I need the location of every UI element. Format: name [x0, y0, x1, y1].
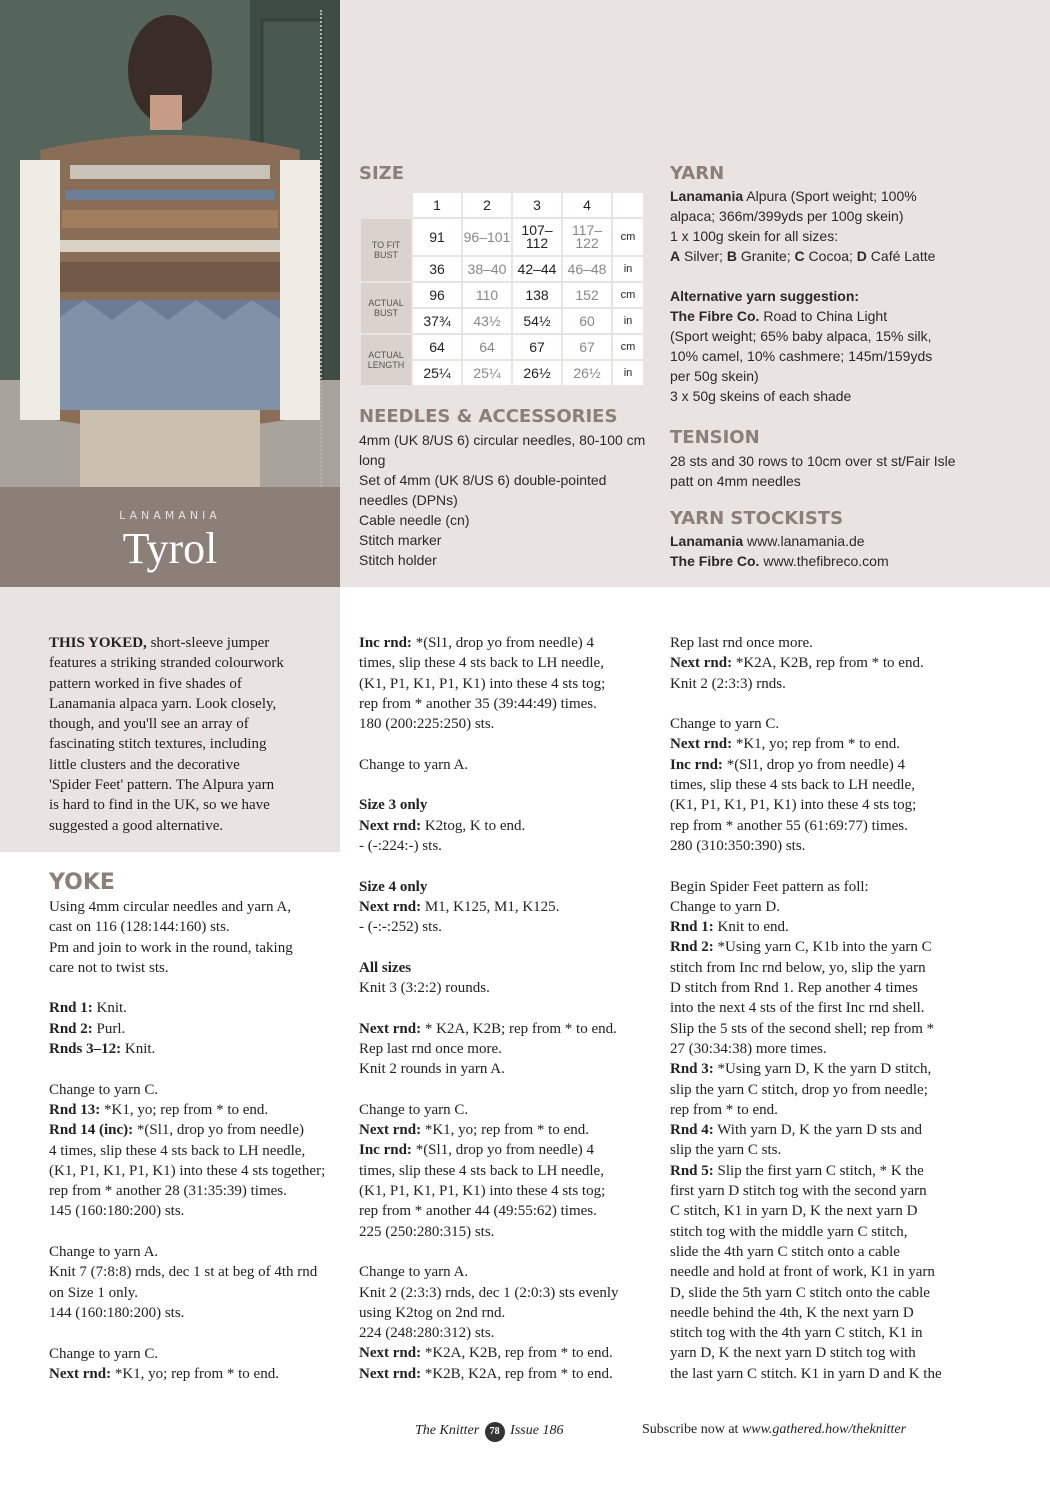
spacer	[670, 266, 1000, 286]
instruction-line: Change to yarn C.	[49, 1081, 159, 1098]
yarn-text: Road to China Light	[759, 308, 888, 324]
instruction-line: slip the yarn C sts.	[670, 1142, 782, 1159]
instruction-keyword: Rnd 1:	[49, 1000, 93, 1017]
tension-line: patt on 4mm needles	[670, 473, 801, 489]
instruction-keyword: Next rnd:	[359, 817, 422, 834]
instruction-keyword: Rnd 14 (inc):	[49, 1122, 134, 1139]
value-cell: 26½	[513, 361, 561, 385]
instruction-line: 145 (160:180:200) sts.	[49, 1203, 185, 1220]
value-cell: 91	[413, 219, 461, 255]
instruction-keyword: Rnds 3–12:	[49, 1041, 122, 1058]
blank-cell	[361, 193, 411, 217]
instruction-line: Knit 2 (2:3:3) rnds, dec 1 (2:0:3) sts evenly	[359, 1284, 619, 1301]
alt-brand: The Fibre Co.	[670, 308, 760, 324]
needles-line: needles (DPNs)	[359, 492, 458, 508]
instruction-line: Next rnd: *K1, yo; rep from * to end.	[359, 1122, 589, 1139]
value-cell: 46–48	[563, 257, 611, 281]
instruction-line: Change to yarn A.	[49, 1244, 159, 1261]
pattern-title: Tyrol	[122, 524, 218, 573]
stockist-url[interactable]: www.lanamania.de	[743, 533, 865, 549]
instruction-line: needle behind the 4th, K the next yarn D	[670, 1304, 914, 1321]
instruction-line: Change to yarn C.	[670, 716, 780, 733]
size-col-header: 4	[563, 193, 611, 217]
instruction-keyword: Rnd 13:	[49, 1101, 101, 1118]
instruction-line: Rep last rnd once more.	[359, 1040, 502, 1057]
intro-line	[49, 633, 334, 653]
stockist-name: Lanamania	[670, 533, 744, 549]
value-cell: 117–122	[563, 219, 611, 255]
value-cell: 42–44	[513, 257, 561, 281]
yoke-heading: YOKE	[49, 870, 115, 895]
yarn-line: alpaca; 366m/399yds per 100g skein)	[670, 208, 904, 224]
instruction-line: rep from * another 55 (61:69:77) times.	[670, 817, 908, 834]
size-header-row	[361, 193, 643, 217]
magazine-name: The Knitter	[415, 1423, 480, 1438]
issue-number: Issue 186	[510, 1423, 564, 1438]
instruction-line	[359, 1080, 659, 1100]
unit-cell: cm	[613, 219, 643, 255]
intro-line: suggested a good alternative.	[49, 817, 224, 834]
shade-name: Granite;	[736, 248, 795, 264]
needles-line: Stitch marker	[359, 532, 442, 548]
instruction-line: Change to yarn A.	[359, 756, 469, 773]
instruction-line: 180 (200:225:250) sts.	[359, 716, 495, 733]
instruction-line: stitch from Inc rnd below, yo, slip the yarn	[670, 959, 926, 976]
brand-name: LANAMANIA	[119, 509, 221, 522]
instruction-line: Rnd 4: With yarn D, K the yarn D sts and	[670, 1122, 923, 1139]
intro-line: features a striking stranded colourwork	[49, 655, 284, 672]
instruction-keyword: Inc rnd:	[359, 635, 412, 651]
instruction-line	[359, 937, 659, 957]
needles-line: Set of 4mm (UK 8/US 6) double-pointed	[359, 472, 607, 488]
instruction-line: slide the 4th yarn C stitch onto a cable	[670, 1243, 900, 1260]
instruction-keyword: Next rnd:	[359, 1122, 422, 1139]
instruction-line: (K1, P1, K1, P1, K1) into these 4 sts tog;	[359, 1183, 606, 1200]
instruction-line	[359, 958, 659, 978]
stockist-name: The Fibre Co.	[670, 553, 760, 569]
actual-bust-cm-row	[361, 283, 643, 307]
yarn-shades	[670, 246, 1000, 266]
instruction-line: Pm and join to work in the round, taking	[49, 939, 293, 956]
size-heading: SIZE	[359, 163, 405, 184]
instruction-keyword: Next rnd:	[359, 898, 422, 915]
alt-heading: Alternative yarn suggestion:	[670, 288, 860, 304]
value-cell: 25¼	[463, 361, 511, 385]
instruction-keyword: All sizes	[359, 959, 412, 976]
instruction-line	[49, 1222, 344, 1242]
instruction-line: Next rnd: M1, K125, M1, K125.	[359, 898, 560, 915]
stockists-heading: YARN STOCKISTS	[670, 508, 844, 529]
title-box	[0, 487, 340, 587]
unit-cell: cm	[613, 283, 643, 307]
intro-line: is hard to find in the UK, so we have	[49, 797, 270, 814]
instruction-line: 4 times, slip these 4 sts back to LH needle,	[49, 1142, 306, 1159]
instruction-line: times, slip these 4 sts back to LH needle,	[670, 777, 915, 794]
value-cell: 152	[563, 283, 611, 307]
instruction-line: rep from * another 28 (31:35:39) times.	[49, 1183, 287, 1200]
needles-heading: NEEDLES & ACCESSORIES	[359, 406, 618, 427]
footer-magazine	[415, 1422, 563, 1442]
size-table	[359, 191, 645, 387]
instruction-line: Rnd 3: *Using yarn D, K the yarn D stitch,	[670, 1061, 932, 1078]
instruction-line: using K2tog on 2nd rnd.	[359, 1304, 506, 1321]
yarn-line	[670, 306, 1000, 326]
subscribe-text: Subscribe now at	[642, 1422, 742, 1437]
shade-key: A	[670, 248, 681, 264]
instruction-line: Change to yarn C.	[359, 1101, 469, 1118]
yarn-line: 3 x 50g skeins of each shade	[670, 388, 852, 404]
value-cell: 26½	[563, 361, 611, 385]
instruction-line: needle and hold at front of work, K1 in yarn	[670, 1264, 935, 1281]
value-cell: 67	[563, 335, 611, 359]
instruction-line: first yarn D stitch tog with the second yarn	[670, 1183, 927, 1200]
intro-line: fascinating stitch textures, including	[49, 736, 267, 753]
value-cell: 36	[413, 257, 461, 281]
instruction-keyword: Rnd 2:	[49, 1020, 93, 1037]
instruction-line: Rnd 1: Knit to end.	[670, 919, 789, 936]
intro-line: Lanamania alpaca yarn. Look closely,	[49, 695, 277, 712]
instruction-line	[670, 856, 970, 876]
page-number: 78	[485, 1422, 505, 1442]
value-cell: 96	[413, 283, 461, 307]
shade-key: D	[856, 248, 867, 264]
instruction-line: Next rnd: *K2A, K2B, rep from * to end.	[359, 1345, 613, 1362]
instruction-line: Rep last rnd once more.	[670, 635, 813, 651]
needles-line: 4mm (UK 8/US 6) circular needles, 80-100 cm	[359, 432, 646, 448]
instruction-keyword: Rnd 2:	[670, 939, 714, 956]
value-cell: 38–40	[463, 257, 511, 281]
row-label: ACTUAL LENGTH	[361, 335, 411, 385]
instructions-column-2	[359, 633, 659, 1384]
shade-name: Cocoa;	[804, 248, 857, 264]
instruction-line: times, slip these 4 sts back to LH needle,	[359, 1162, 604, 1179]
tension-heading: TENSION	[670, 427, 760, 448]
instruction-line: Rnd 2: *Using yarn C, K1b into the yarn C	[670, 939, 932, 956]
yarn-line: 10% camel, 10% cashmere; 145m/159yds	[670, 348, 933, 364]
instruction-line: Next rnd: *K2A, K2B, rep from * to end.	[670, 655, 924, 672]
tension-text	[670, 451, 1000, 491]
needles-list	[359, 430, 659, 570]
value-cell: 67	[513, 335, 561, 359]
size-col-header: 3	[513, 193, 561, 217]
unit-cell: in	[613, 361, 643, 385]
intro-line: though, and you'll see an array of	[49, 716, 249, 733]
instruction-line: on Size 1 only.	[49, 1284, 139, 1301]
instruction-line: Inc rnd: *(Sl1, drop yo from needle) 4	[670, 756, 905, 773]
instruction-line: 224 (248:280:312) sts.	[359, 1325, 495, 1342]
instruction-line: rep from * to end.	[670, 1101, 778, 1118]
yarn-line: per 50g skein)	[670, 368, 759, 384]
instruction-keyword: Next rnd:	[359, 1365, 422, 1382]
instruction-line: Change to yarn A.	[359, 1264, 469, 1281]
to-fit-bust-cm-row	[361, 219, 643, 255]
value-cell: 138	[513, 283, 561, 307]
yarn-line: (Sport weight; 65% baby alpaca, 15% silk,	[670, 328, 932, 344]
instruction-keyword: Size 4 only	[359, 878, 428, 895]
instruction-line: 225 (250:280:315) sts.	[359, 1223, 495, 1240]
instruction-line	[359, 1242, 659, 1262]
instruction-line: 280 (310:350:390) sts.	[670, 837, 806, 854]
blank-cell	[613, 193, 643, 217]
instruction-keyword: Rnd 1:	[670, 919, 714, 936]
instruction-line: stitch tog with the 4th yarn C stitch, K1 in	[670, 1325, 923, 1342]
needles-line: Stitch holder	[359, 552, 437, 568]
value-cell: 96–101	[463, 219, 511, 255]
instruction-keyword: Next rnd:	[670, 655, 733, 672]
value-cell: 60	[563, 309, 611, 333]
intro-line: 'Spider Feet' pattern. The Alpura yarn	[49, 777, 275, 794]
instruction-line: (K1, P1, K1, P1, K1) into these 4 sts tog;	[359, 675, 606, 692]
yarn-line: 1 x 100g skein for all sizes:	[670, 228, 839, 244]
stockists-list	[670, 531, 1000, 571]
instruction-line: Slip the 5 sts of the second shell; rep from *	[670, 1020, 935, 1037]
yarn-heading: YARN	[670, 163, 725, 184]
size-col-header: 2	[463, 193, 511, 217]
instruction-keyword: Rnd 3:	[670, 1061, 714, 1078]
instruction-keyword: Rnd 4:	[670, 1122, 714, 1139]
instruction-line: Knit 7 (7:8:8) rnds, dec 1 st at beg of 4th rnd	[49, 1264, 318, 1281]
intro-line-rest: short-sleeve jumper	[146, 635, 270, 651]
instruction-line	[49, 1323, 344, 1343]
stockist-item	[670, 551, 1000, 571]
instruction-line: Next rnd: *K1, yo; rep from * to end.	[49, 1365, 279, 1382]
instruction-line: Inc rnd: *(Sl1, drop yo from needle) 4	[359, 635, 594, 651]
row-label: TO FIT BUST	[361, 219, 411, 281]
instructions-column-1	[49, 897, 344, 1384]
instruction-line: care not to twist sts.	[49, 959, 169, 976]
subscribe-url[interactable]: www.gathered.how/theknitter	[741, 1422, 907, 1437]
intro-text	[49, 633, 334, 836]
instruction-line	[359, 795, 659, 815]
instruction-keyword: Next rnd:	[359, 1345, 422, 1362]
instruction-line: (K1, P1, K1, P1, K1) into these 4 sts together;	[49, 1162, 326, 1179]
instruction-line: the last yarn C stitch. K1 in yarn D and K the	[670, 1365, 942, 1382]
unit-cell: cm	[613, 335, 643, 359]
tension-line: 28 sts and 30 rows to 10cm over st st/Fair Isle	[670, 453, 956, 469]
instruction-line: - (-:-:252) sts.	[359, 919, 442, 936]
instruction-line: slip the yarn C stitch, drop yo from needle;	[670, 1081, 928, 1098]
instruction-line	[359, 877, 659, 897]
instruction-line: times, slip these 4 sts back to LH needle,	[359, 655, 604, 672]
instruction-line: Next rnd: *K1, yo; rep from * to end.	[670, 736, 900, 753]
shade-key: C	[794, 248, 805, 264]
unit-cell: in	[613, 309, 643, 333]
instruction-keyword: Rnd 5:	[670, 1162, 714, 1179]
instruction-line: rep from * another 35 (39:44:49) times.	[359, 695, 597, 712]
instruction-keyword: Next rnd:	[49, 1365, 112, 1382]
instruction-line: Rnd 5: Slip the first yarn C stitch, * K the	[670, 1162, 924, 1179]
instruction-line: C stitch, K1 in yarn D, K the next yarn D	[670, 1203, 918, 1220]
instruction-line	[359, 775, 659, 795]
footer-subscribe	[642, 1422, 906, 1438]
instruction-line: Rnd 13: *K1, yo; rep from * to end.	[49, 1101, 269, 1118]
instruction-keyword: Size 3 only	[359, 797, 428, 814]
needles-line: Cable needle (cn)	[359, 512, 470, 528]
intro-lead: THIS YOKED,	[49, 635, 147, 651]
instruction-line: Rnd 1: Knit.	[49, 1000, 127, 1017]
instruction-line	[49, 978, 344, 998]
actual-length-cm-row	[361, 335, 643, 359]
unit-cell: in	[613, 257, 643, 281]
intro-line: little clusters and the decorative	[49, 756, 240, 773]
instruction-line	[359, 856, 659, 876]
intro-line: pattern worked in five shades of	[49, 675, 242, 692]
instruction-line: D, slide the 5th yarn C stitch onto the cable	[670, 1284, 930, 1301]
row-label: ACTUAL BUST	[361, 283, 411, 333]
instruction-line: Knit 2 (2:3:3) rnds.	[670, 675, 786, 692]
value-cell: 64	[413, 335, 461, 359]
model-photo	[0, 0, 340, 487]
instruction-keyword: Inc rnd:	[359, 1142, 412, 1159]
instruction-line: Begin Spider Feet pattern as foll:	[670, 878, 869, 895]
instruction-keyword: Next rnd:	[359, 1020, 422, 1037]
instruction-line: Knit 2 rounds in yarn A.	[359, 1061, 505, 1078]
instruction-line: Rnd 2: Purl.	[49, 1020, 126, 1037]
size-col-header: 1	[413, 193, 461, 217]
yarn-details	[670, 186, 1000, 406]
instruction-line: Rnd 14 (inc): *(Sl1, drop yo from needle)	[49, 1122, 304, 1139]
shade-name: Silver;	[680, 248, 727, 264]
instruction-line	[359, 998, 659, 1018]
value-cell: 43½	[463, 309, 511, 333]
instruction-line: Next rnd: K2tog, K to end.	[359, 817, 526, 834]
instruction-line: rep from * another 44 (49:55:62) times.	[359, 1203, 597, 1220]
instruction-line: Using 4mm circular needles and yarn A,	[49, 899, 292, 915]
yarn-text: Alpura (Sport weight; 100%	[743, 188, 917, 204]
shade-key: B	[726, 248, 737, 264]
instruction-line: Inc rnd: *(Sl1, drop yo from needle) 4	[359, 1142, 594, 1159]
instruction-line: yarn D, K the next yarn D stitch tog with	[670, 1345, 916, 1362]
value-cell: 64	[463, 335, 511, 359]
instruction-line: (K1, P1, K1, P1, K1) into these 4 sts tog;	[670, 797, 917, 814]
yarn-brand: Lanamania	[670, 188, 744, 204]
shade-name: Café Latte	[866, 248, 936, 264]
instruction-keyword: Inc rnd:	[670, 756, 723, 773]
instruction-line: into the next 4 sts of the first Inc rnd shell.	[670, 1000, 925, 1017]
instruction-line: stitch tog with the middle yarn C stitch,	[670, 1223, 908, 1240]
instruction-line: Next rnd: *K2B, K2A, rep from * to end.	[359, 1365, 613, 1382]
value-cell: 107–112	[513, 219, 561, 255]
instruction-line: Next rnd: * K2A, K2B; rep from * to end.	[359, 1020, 617, 1037]
value-cell: 54½	[513, 309, 561, 333]
value-cell: 25¼	[413, 361, 461, 385]
instruction-line: - (-:224:-) sts.	[359, 837, 442, 854]
instructions-column-3	[670, 633, 970, 1384]
instruction-line	[670, 694, 970, 714]
instruction-line: Rnds 3–12: Knit.	[49, 1041, 156, 1058]
instruction-line: Change to yarn D.	[670, 898, 780, 915]
instruction-keyword: Next rnd:	[670, 736, 733, 753]
instruction-line: 27 (30:34:38) more times.	[670, 1040, 827, 1057]
stockist-url[interactable]: www.thefibreco.com	[759, 553, 889, 569]
instruction-line: cast on 116 (128:144:160) sts.	[49, 919, 230, 936]
stockist-item	[670, 531, 1000, 551]
instruction-line	[359, 734, 659, 754]
yarn-line	[670, 186, 1000, 206]
instruction-line: D stitch from Rnd 1. Rep another 4 times	[670, 980, 918, 997]
instruction-line: 144 (160:180:200) sts.	[49, 1304, 185, 1321]
value-cell: 37¾	[413, 309, 461, 333]
instruction-line: Knit 3 (3:2:2) rounds.	[359, 980, 490, 997]
instruction-line: Change to yarn C.	[49, 1345, 159, 1362]
instruction-line	[49, 1059, 344, 1079]
value-cell: 110	[463, 283, 511, 307]
needles-line: long	[359, 452, 386, 468]
model-illustration	[0, 0, 340, 487]
